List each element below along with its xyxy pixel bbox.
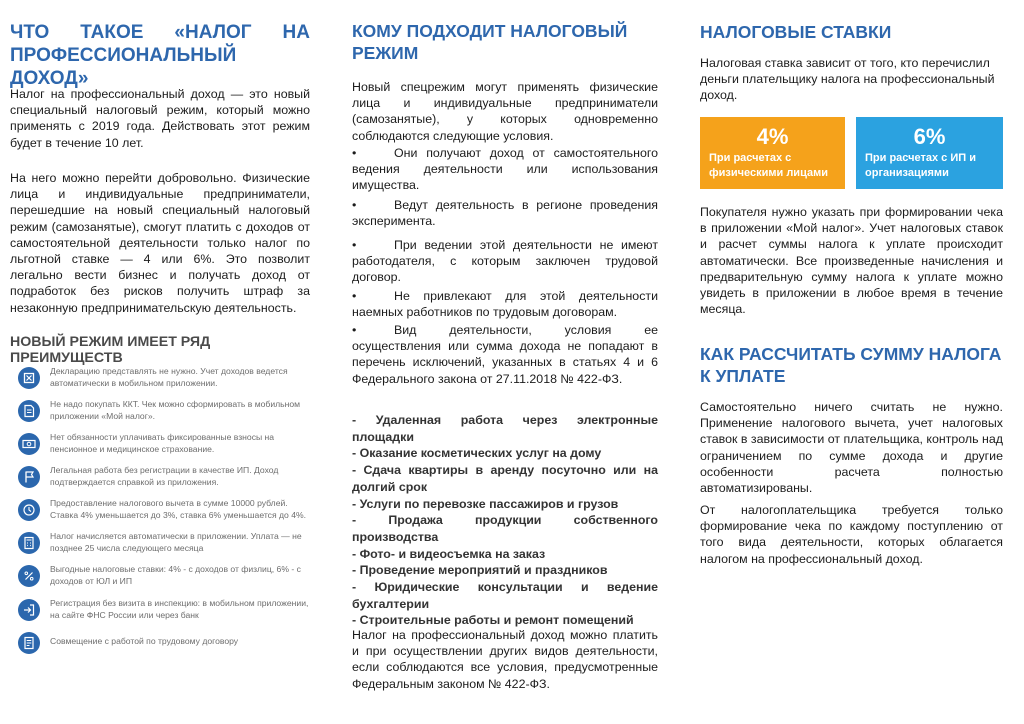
bullet: • [352, 323, 357, 337]
condition-text: При ведении этой деятельности не имеют работодателя, с которым заключен трудовой договор. [352, 238, 658, 285]
who-can-use-intro: Новый спецрежим могут применять физические лица и индивидуальные предприниматели (самозанятые), у которых одновременно соблюдаются следующие условия. [352, 80, 658, 143]
condition-text: Не привлекают для этой деятельности наемных работников по трудовым договорам. [352, 289, 658, 320]
document-icon [18, 400, 40, 422]
advantage-text: Нет обязанности уплачивать фиксированные взносы на пенсионное и медицинское страхование. [50, 432, 275, 454]
tax-rates-para: Покупателя нужно указать при формировании чека в приложении «Мой налог». Учет налоговых ставок и расчет суммы налога к уплате происходит автоматически. Все произведенные начисления и предварительную сумму налога к уплате можно увидеть в приложении в любое время в течение месяца. [700, 205, 1003, 317]
condition-item [352, 197, 658, 229]
advantage-item [14, 563, 310, 591]
advantage-item [14, 530, 310, 558]
advantage-text: Регистрация без визита в инспекцию: в мобильном приложении, на сайте ФНС России или через банк [50, 598, 309, 620]
activity-item: - Юридические консультации и ведение бухгалтерии [352, 580, 658, 611]
flag-icon [18, 466, 40, 488]
bullet: • [352, 289, 357, 303]
close-box-icon [18, 367, 40, 389]
activity-item: - Строительные работы и ремонт помещений [352, 613, 634, 628]
advantage-text: Не надо покупать ККТ. Чек можно сформировать в мобильном приложении «Мой налог». [50, 399, 301, 421]
advantage-text: Совмещение с работой по трудовому договору [50, 636, 239, 646]
advantage-item [14, 464, 310, 492]
document-list-icon [18, 632, 40, 654]
activity-item: - Удаленная работа через электронные площадки [352, 413, 658, 444]
login-icon [18, 599, 40, 621]
advantage-text: Предоставление налогового вычета в сумме 10000 рублей. Ставка 4% уменьшается до 3%, ставка 6% уменьшается до 4%. [50, 498, 306, 520]
who-can-use-footer: Налог на профессиональный доход можно платить и при осуществлении других видов деятельности, если соблюдаются все условия, предусмотренные Федеральным законом № 422-ФЗ. [352, 628, 658, 691]
activity-item: - Проведение мероприятий и праздников [352, 563, 608, 578]
percent-icon [18, 565, 40, 587]
bullet: • [352, 198, 357, 212]
clock-icon [18, 499, 40, 521]
activity-item: - Продажа продукции собственного производства [352, 513, 658, 544]
advantage-text: Выгодные налоговые ставки: 4% - с доходов от физлиц, 6% - с доходов от ЮЛ и ИП [50, 564, 301, 586]
advantage-item [14, 630, 310, 658]
bullet: • [352, 146, 357, 160]
activity-item: - Услуги по перевозке пассажиров и грузов [352, 496, 619, 511]
condition-text: Они получают доход от самостоятельного ведения деятельности или использования имущества. [352, 146, 658, 193]
advantage-item [14, 597, 310, 625]
activity-item: - Сдача квартиры в аренду посуточно или на долгий срок [352, 463, 658, 494]
rate-value: 4% [756, 124, 789, 149]
advantage-item [14, 431, 310, 459]
tax-rates-title: НАЛОГОВЫЕ СТАВКИ [700, 22, 892, 42]
advantage-item [14, 398, 310, 426]
advantage-text: Декларацию представлять не нужно. Учет доходов ведется автоматически в мобильном приложении. [50, 366, 288, 388]
condition-text: Ведут деятельность в регионе проведения эксперимента. [352, 198, 658, 229]
how-to-calc-title: КАК РАССЧИТАТЬ СУММУ НАЛОГА К УПЛАТЕ [700, 344, 1002, 386]
rate-card-4 [700, 117, 845, 189]
who-can-use-title: КОМУ ПОДХОДИТ НАЛОГОВЫЙ РЕЖИМ [352, 21, 628, 63]
rate-value: 6% [913, 124, 946, 149]
cash-icon [18, 433, 40, 455]
activities-list [352, 412, 658, 629]
advantage-item [14, 497, 310, 525]
advantage-item [14, 365, 310, 393]
condition-item [352, 288, 658, 320]
calculator-icon [18, 532, 40, 554]
tax-rates-intro: Налоговая ставка зависит от того, кто перечислил деньги плательщику налога на профессиональный доход. [700, 56, 995, 103]
what-is-tax-para-1: Налог на профессиональный доход — это новый специальный налоговый режим, который можно применять с 2019 года. Действовать этот режим будет в течение 10 лет. [10, 87, 310, 150]
advantage-text: Легальная работа без регистрации в качестве ИП. Доход подтверждается справкой из приложения. [50, 465, 279, 487]
rate-label: При расчетах с физическими лицами [709, 152, 828, 179]
condition-item [352, 237, 658, 286]
how-to-calc-para-2: От налогоплательщика требуется только формирование чека по каждому поступлению от того вида деятельности, которых облагается налогом на профессиональный доход. [700, 503, 1003, 566]
how-to-calc-para-1: Самостоятельно ничего считать не нужно. Применение налогового вычета, учет налоговых ставок в зависимости от плательщика, контроль над ограничением по сумме дохода и другие особенности расчета полностью автоматизированы. [700, 400, 1003, 496]
what-is-tax-title: ЧТО ТАКОЕ «НАЛОГ НА ПРОФЕССИОНАЛЬНЫЙ ДОХОД» [10, 22, 310, 89]
what-is-tax-para-2: На него можно перейти добровольно. Физические лица и индивидуальные предприниматели, перешедшие на новый специальный налоговый режим (самозанятые), смогут платить с доходов от самостоятельной деятельности только налог по льготной ставке — 4 или 6%. Это позволит легально вести бизнес и получать доход от подработок без рисков получить штраф за незаконную предпринимательскую деятельность. [10, 171, 310, 315]
condition-item [352, 322, 658, 387]
bullet: • [352, 238, 357, 252]
advantage-text: Налог начисляется автоматически в приложении. Уплата — не позднее 25 числа следующего месяца [50, 531, 302, 553]
condition-text: Вид деятельности, условия ее осуществления или сумма дохода не попадают в перечень исключений, указанных в статьях 4 и 6 Федерального закона от 27.11.2018 № 422-ФЗ. [352, 323, 658, 386]
rate-label: При расчетах с ИП и организациями [865, 152, 976, 179]
activity-item: - Фото- и видеосъемка на заказ [352, 546, 546, 561]
rate-card-6 [856, 117, 1003, 189]
advantages-title: НОВЫЙ РЕЖИМ ИМЕЕТ РЯД ПРЕИМУЩЕСТВ [10, 334, 211, 366]
condition-item [352, 145, 658, 194]
activity-item: - Оказание косметических услуг на дому [352, 446, 602, 461]
